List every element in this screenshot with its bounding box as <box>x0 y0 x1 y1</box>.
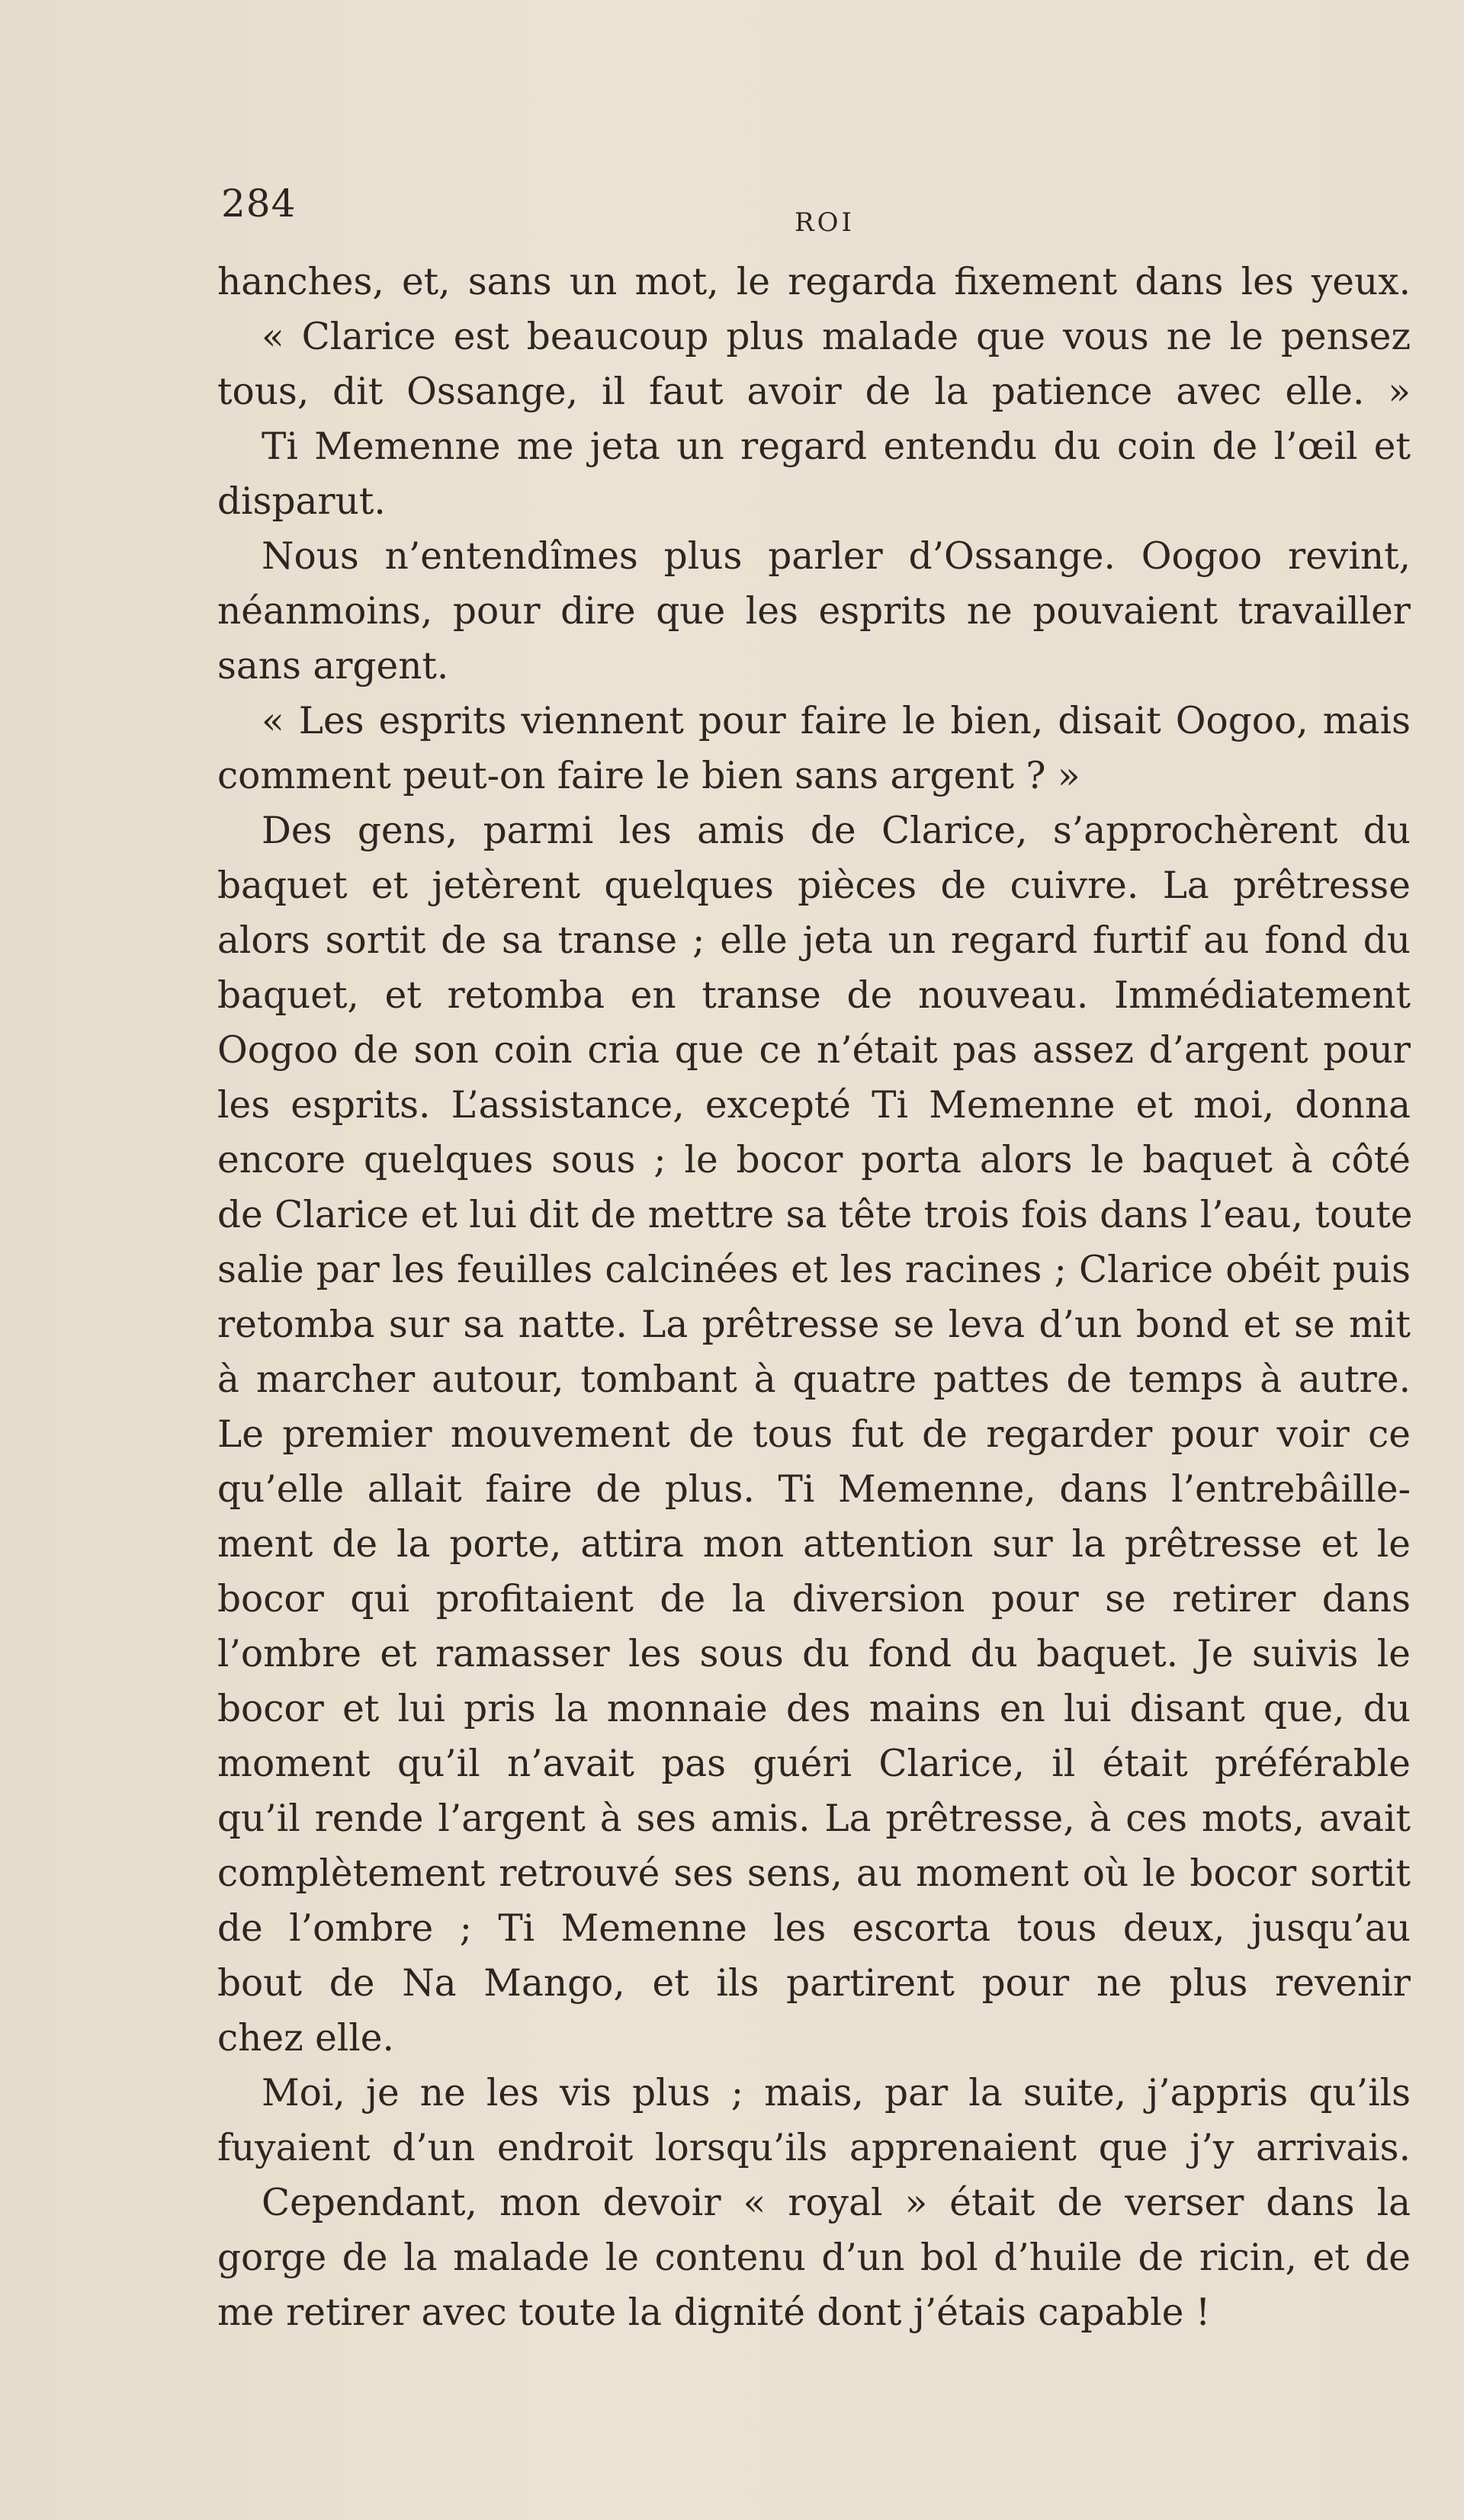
text-line: chez elle. <box>217 2017 394 2060</box>
text-line: baquet et jetèrent quelques pièces de cuivre. La prêtresse <box>217 864 1411 907</box>
text-line: me retirer avec toute la dignité dont j’étais capable ! <box>217 2291 1211 2334</box>
text-line: qu’elle allait faire de plus. Ti Memenne, dans l’entrebâille- <box>217 1468 1411 1511</box>
text-line: à marcher autour, tombant à quatre pattes de temps à autre. <box>217 1358 1411 1401</box>
text-line: Des gens, parmi les amis de Clarice, s’approchèrent du <box>262 810 1411 852</box>
text-line: gorge de la malade le contenu d’un bol d’huile de ricin, et de <box>217 2236 1411 2279</box>
text-line: encore quelques sous ; le bocor porta alors le baquet à côté <box>217 1139 1411 1181</box>
text-line: moment qu’il n’avait pas guéri Clarice, il était préférable <box>217 1743 1411 1785</box>
text-line: Moi, je ne les vis plus ; mais, par la suite, j’appris qu’ils <box>262 2072 1411 2114</box>
text-line: néanmoins, pour dire que les esprits ne pouvaient travailler <box>217 590 1411 633</box>
text-line: salie par les feuilles calcinées et les racines ; Clarice obéit puis <box>217 1249 1411 1291</box>
text-line: alors sortit de sa transe ; elle jeta un regard furtif au fond du <box>217 919 1411 962</box>
text-line: de Clarice et lui dit de mettre sa tête trois fois dans l’eau, toute <box>217 1194 1413 1236</box>
body-text <box>217 255 1411 2340</box>
text-line: ment de la porte, attira mon attention sur la prêtresse et le <box>217 1523 1411 1566</box>
text-line: Cependant, mon devoir « royal » était de verser dans la <box>262 2182 1411 2224</box>
text-line: fuyaient d’un endroit lorsqu’ils apprenaient que j’y arrivais. <box>217 2127 1411 2169</box>
text-line: Ti Memenne me jeta un regard entendu du coin de l’œil et <box>262 425 1411 468</box>
text-line: de l’ombre ; Ti Memenne les escorta tous deux, jusqu’au <box>217 1907 1411 1950</box>
text-line: Le premier mouvement de tous fut de regarder pour voir ce <box>217 1413 1411 1456</box>
text-line: comment peut-on faire le bien sans argent ? » <box>217 755 1080 797</box>
text-line: baquet, et retomba en transe de nouveau. Immédiatement <box>217 974 1411 1017</box>
text-line: bocor et lui pris la monnaie des mains en lui disant que, du <box>217 1688 1411 1730</box>
text-line: « Clarice est beaucoup plus malade que vous ne le pensez <box>262 316 1411 358</box>
text-line: qu’il rende l’argent à ses amis. La prêtresse, à ces mots, avait <box>217 1797 1411 1840</box>
text-line: bout de Na Mango, et ils partirent pour ne plus revenir <box>217 1962 1411 2005</box>
text-line: tous, dit Ossange, il faut avoir de la patience avec elle. » <box>217 370 1411 413</box>
text-line: retomba sur sa natte. La prêtresse se leva d’un bond et se mit <box>217 1303 1411 1346</box>
text-line: les esprits. L’assistance, excepté Ti Memenne et moi, donna <box>217 1084 1411 1127</box>
text-line: bocor qui profitaient de la diversion pour se retirer dans <box>217 1578 1411 1621</box>
text-line: l’ombre et ramasser les sous du fond du baquet. Je suivis le <box>217 1633 1411 1675</box>
text-line: « Les esprits viennent pour faire le bien, disait Oogoo, mais <box>262 700 1411 742</box>
page-number: 284 <box>221 181 297 226</box>
page-header <box>221 181 1273 242</box>
text-line: complètement retrouvé ses sens, au moment où le bocor sortit <box>217 1852 1411 1895</box>
text-line: Oogoo de son coin cria que ce n’était pas assez d’argent pour <box>217 1029 1411 1072</box>
text-line: sans argent. <box>217 645 449 688</box>
running-head: ROI <box>795 207 855 238</box>
text-line: disparut. <box>217 480 386 523</box>
text-line: Nous n’entendîmes plus parler d’Ossange. Oogoo revint, <box>262 535 1411 578</box>
text-line: hanches, et, sans un mot, le regarda fixement dans les yeux. <box>217 261 1411 303</box>
